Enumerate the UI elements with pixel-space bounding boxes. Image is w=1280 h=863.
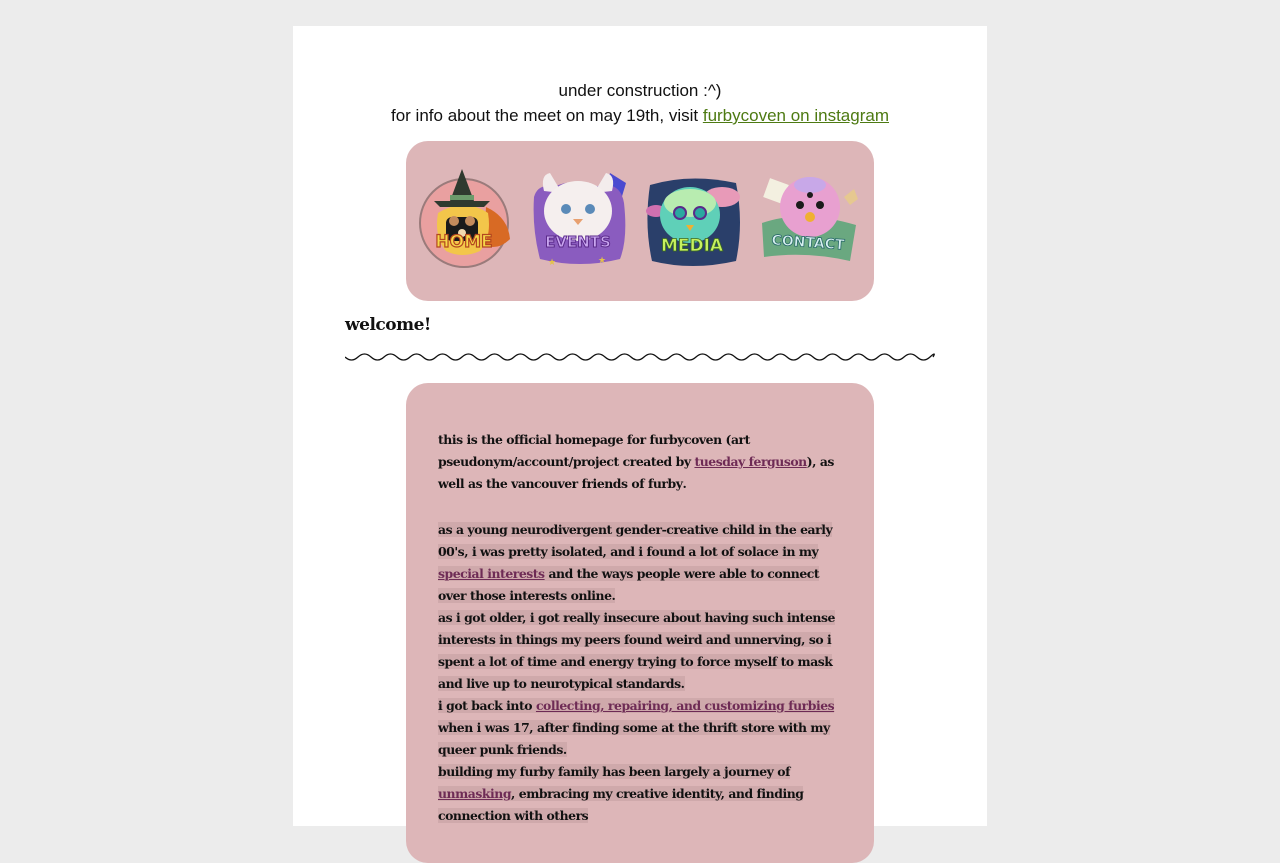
special-interests-link[interactable]: special interests xyxy=(438,566,545,581)
tuesday-ferguson-link[interactable]: tuesday ferguson xyxy=(694,454,807,469)
collecting-furbies-link[interactable]: collecting, repairing, and customizing furbies xyxy=(535,698,835,713)
intro-paragraph-3: as i got older, i got really insecure about having such intense interests in things my peers found weird and unnerving, so i spent a lot of time and energy trying to force myself to mask and live up to neurotypical standards. xyxy=(438,610,835,691)
nav-contact-button[interactable] xyxy=(758,167,860,273)
nav-media-button[interactable] xyxy=(644,167,746,273)
svg-text:MEDIA: MEDIA xyxy=(660,236,724,256)
furby-witch-sticker-icon xyxy=(416,167,518,273)
meet-info-text: for info about the meet on may 19th, visit xyxy=(391,106,703,125)
furby-white-sticker-icon xyxy=(528,167,630,273)
furby-pink-sticker-icon xyxy=(758,167,860,273)
svg-text:★: ★ xyxy=(548,257,557,267)
intro-paragraph-2: as a young neurodivergent gender-creative child in the early 00's, i was pretty isolated, and i found a lot of solace in my special interests and the ways people were able to connect over those interests online. xyxy=(438,522,833,603)
svg-text:★: ★ xyxy=(598,255,607,265)
welcome-heading: welcome! xyxy=(345,315,431,335)
instagram-link[interactable]: furbycoven on instagram xyxy=(702,106,889,125)
under-construction-text: under construction :^) xyxy=(558,81,722,100)
svg-text:EVENTS: EVENTS xyxy=(545,233,611,251)
vancouver-friends-of-furby: vancouver friends of furby xyxy=(511,476,683,491)
meet-info-line xyxy=(293,103,987,128)
wavy-divider xyxy=(345,353,935,365)
intro-paragraph-4: i got back into collecting, repairing, and customizing furbies when i was 17, after finding some at the thrift store with my queer punk friends. xyxy=(438,698,835,757)
nav-banner xyxy=(406,141,874,301)
intro-paragraph-1: this is the official homepage for furbycoven (art pseudonym/account/project created by tuesday ferguson), as well as the vancouver friends of furby. xyxy=(438,432,834,491)
svg-text:HOME: HOME xyxy=(435,232,493,252)
construction-notice xyxy=(293,78,987,128)
svg-text:CONTACT: CONTACT xyxy=(771,232,845,254)
unmasking-link[interactable]: unmasking xyxy=(438,786,512,801)
intro-text xyxy=(438,429,842,827)
intro-box xyxy=(406,383,874,863)
nav-events-button[interactable] xyxy=(528,167,630,273)
nav-home-button[interactable] xyxy=(416,167,518,273)
furby-teal-sticker-icon xyxy=(644,167,746,273)
page-container xyxy=(293,26,987,826)
intro-paragraph-5: building my furby family has been largely a journey of unmasking, embracing my creative identity, and finding connection with others xyxy=(438,764,804,823)
